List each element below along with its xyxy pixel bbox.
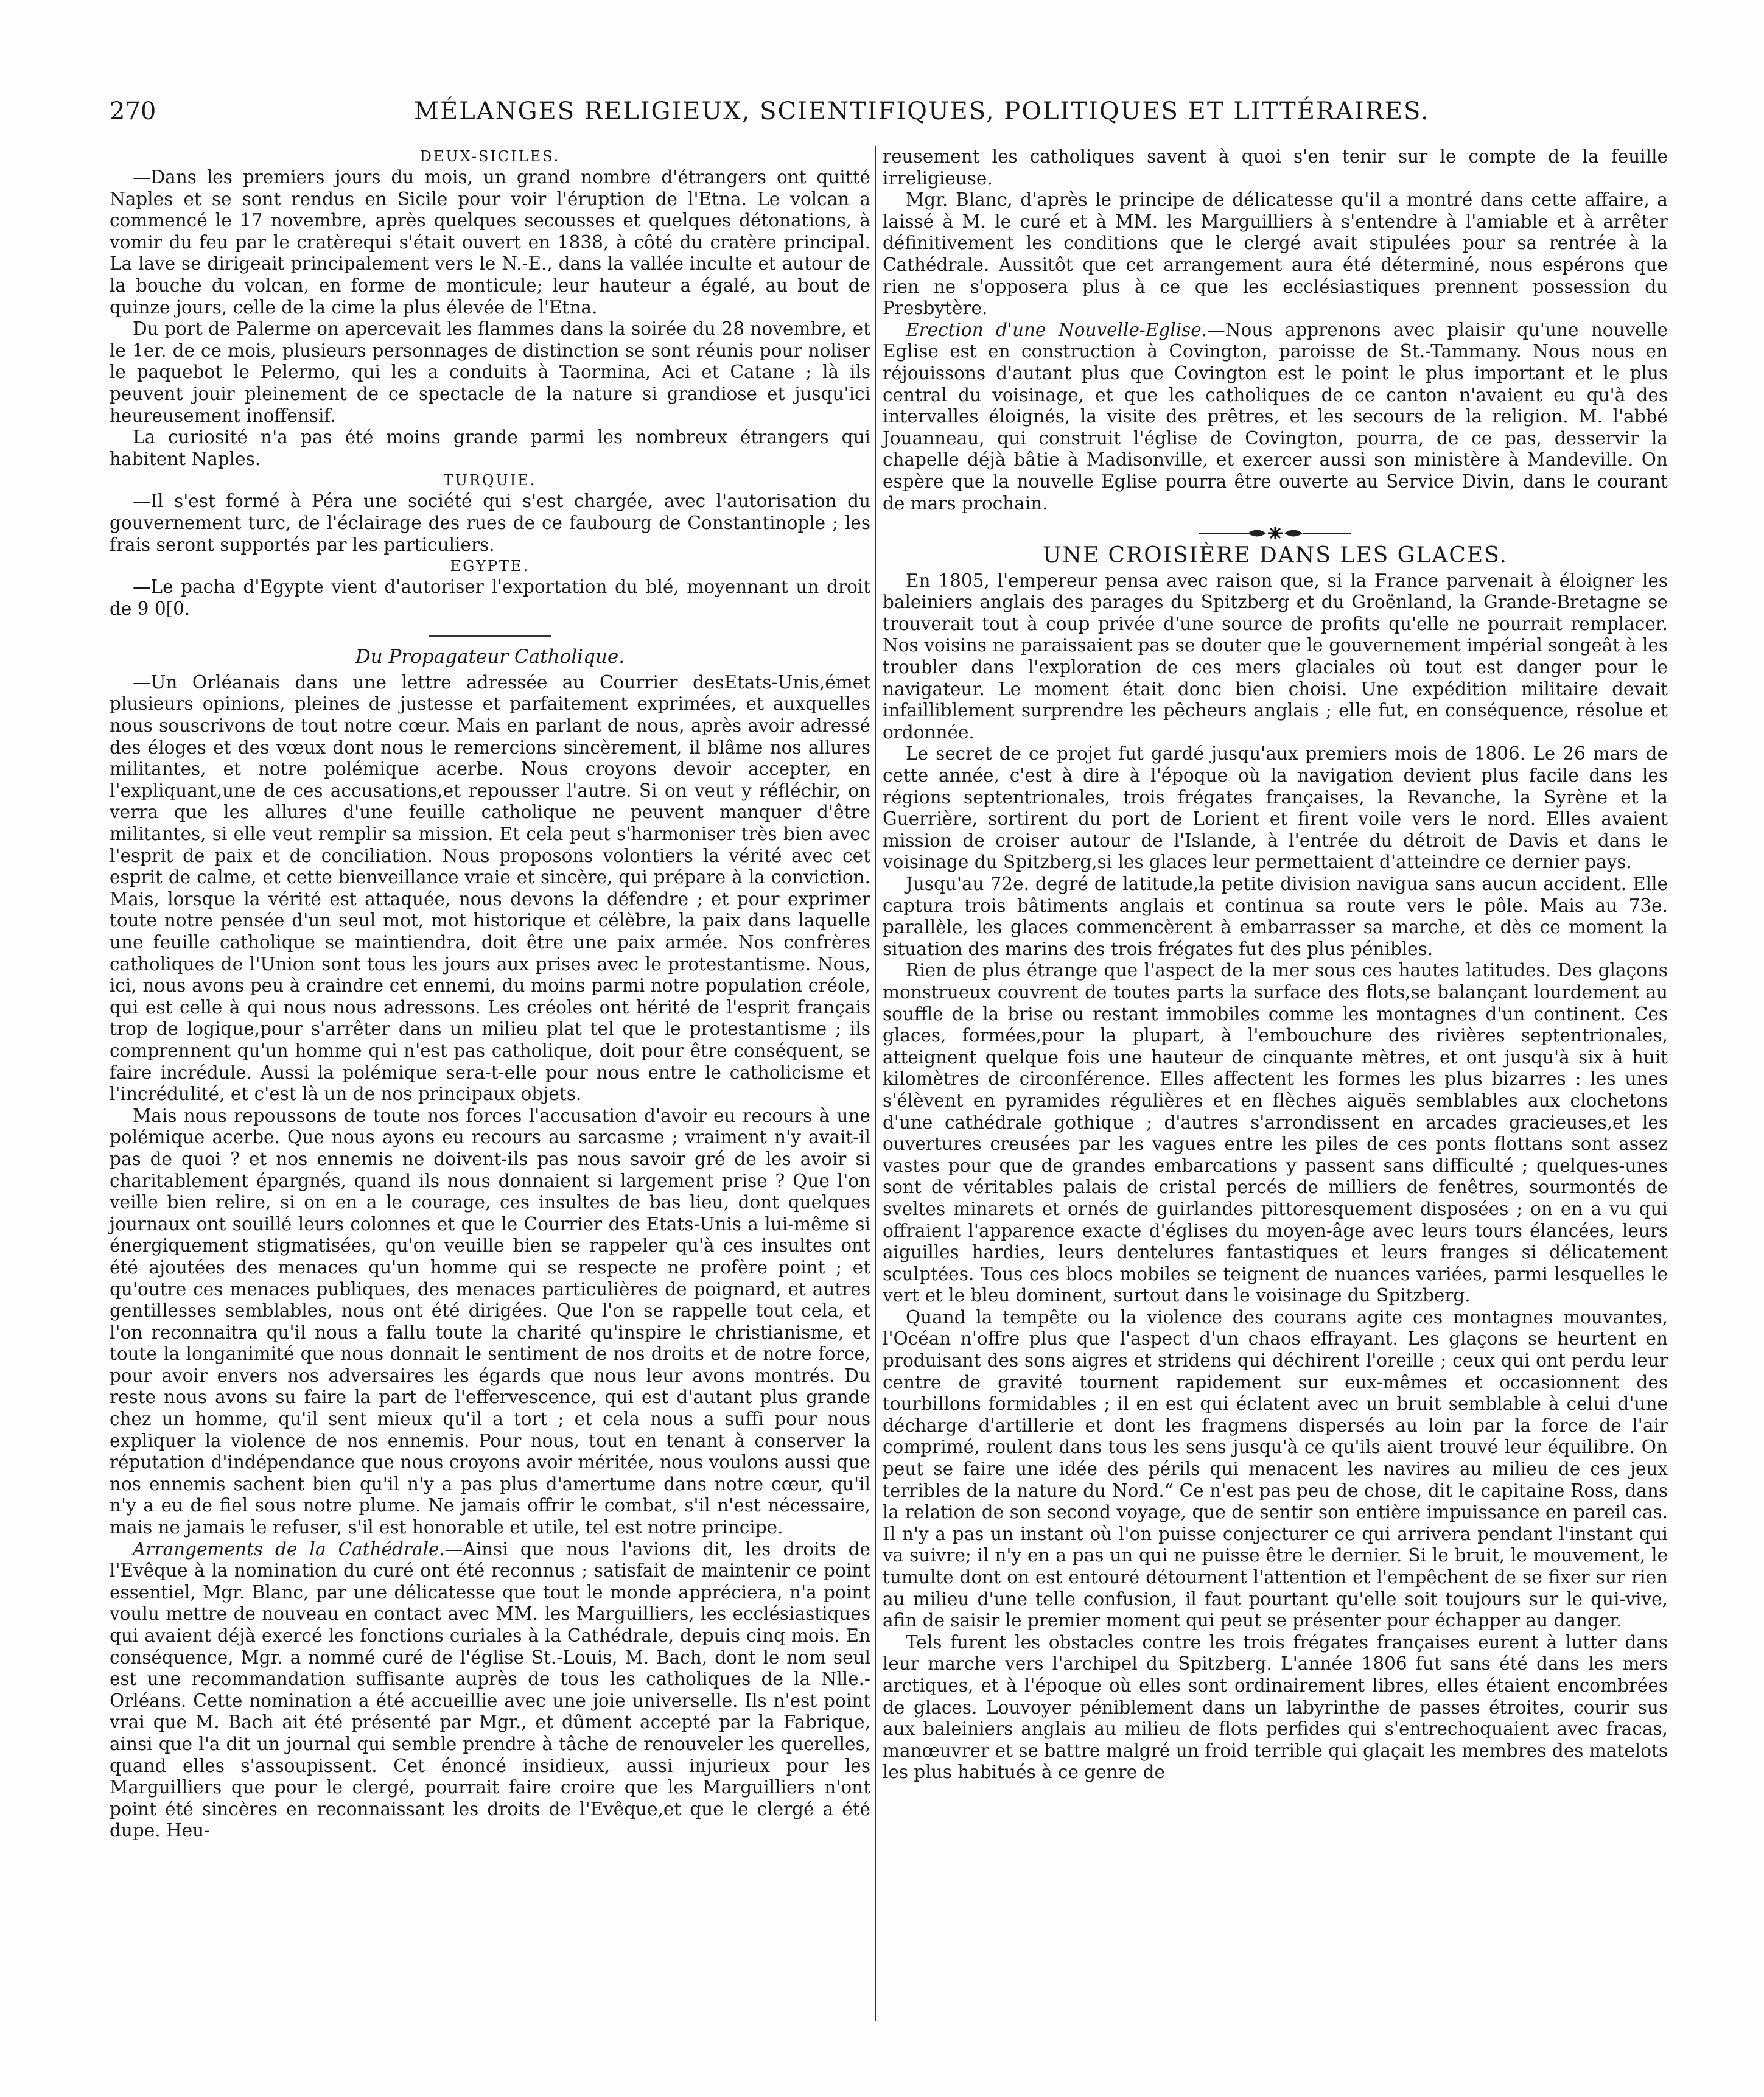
paragraph: La curiosité n'a pas été moins grande parmi les nombreux étrangers qui habitent Naples. (110, 427, 870, 469)
paragraph: —Il s'est formé à Péra une société qui s'est chargée, avec l'autorisation du gouvernement turc, de l'éclairage des rues de ce faubourg de Constantinople ; les frais seront supportés par les particuliers. (110, 491, 870, 555)
erection-text: —Nous apprenons avec plaisir qu'une nouvelle Eglise est en construction à Covington, paroisse de St.-Tammany. Nous nous en réjouissons d'autant plus que Covington est le point le plus important et le plus central du voisinage, et que les catholiques de ce canton n'avaient eu qu'à des intervalles éloignés, la visite des prêtres, et les secours de la religion. M. l'abbé Jouanneau, qui construit l'église de Covington, pourra, de ce pas, desservir la chapelle déjà bâtie à Madisonville, et exercer aussi son ministère à Mandeville. On espère que la nouvelle Eglise pourra être ouverte au Service Divin, dans le courant de mars prochain. (883, 319, 1668, 514)
paragraph: Mais nous repoussons de toute nos forces l'accusation d'avoir eu recours à une polémique acerbe. Que nous ayons eu recours au sarcasme ; vraiment n'y avait-il pas de quoi ? et nos ennemis ne doivent-ils pas nous savoir gré de les avoir si charitablement épargnés, quand ils nous donnaient si largement prise ? Que l'on veille bien relire, si on en a le courage, ces insultes de bas lieu, dont quelques journaux ont souillé leurs colonnes et que le Courrier des Etats-Unis a lui-même si énergiquement stigmatisées, qu'on veuille bien se rappeler qu'à ces insultes ont été ajoutées des menaces qu'un homme qui se respecte ne profère point ; et qu'outre ces menaces publiques, des menaces particulières de poignard, et autres gentillesses semblables, nous ont été dirigées. Que l'on se rappelle tout cela, et l'on reconnaitra qu'il nous a fallu toute la charité qu'inspire le christianisme, et toute la longanimité que nous donnait le sentiment de nos droits et de notre force, pour avoir envers nos adversaires les égards que nous leur avons montrés. Du reste nous avons su faire la part de l'effervescence, qui est d'autant plus grande chez un homme, qu'il sent mieux qu'il a tort ; et cela nous a suffi pour nous expliquer la violence de nos ennemis. Pour nous, tout en tenant à conserver la réputation d'indépendance que nous croyons avoir méritée, nous voulons aussi que nos ennemis sachent bien qu'il n'y a pas plus d'amertume dans notre cœur, qu'il n'y a eu de fiel sous notre plume. Ne jamais offrir le combat, s'il n'est nécessaire, mais ne jamais le refuser, s'il est honorable et utile, tel est notre principe. (110, 1105, 870, 1538)
page-header (110, 97, 1668, 134)
running-title: MÉLANGES RELIGIEUX, SCIENTIFIQUES, POLITIQUES ET LITTÉRAIRES. (414, 97, 1430, 125)
paragraph: Du port de Palerme on apercevait les flammes dans la soirée du 28 novembre, et le 1er. de ce mois, plusieurs personnages de distinction se sont réunis pour noliser le paquebot le Pelermo, qui les a conduits à Taormina, Aci et Catane ; là ils peuvent jouir pleinement de ce spectacle de la nature si grandiose et jusqu'ici heureusement inoffensif. (110, 318, 870, 426)
cathedrale-run-in: Arrangements de la Cathédrale. (133, 1538, 445, 1560)
left-column (110, 146, 870, 1842)
cathedrale-continuation: reusement les catholiques savent à quoi s'en tenir sur le compte de la feuille irreligieuse. (883, 146, 1668, 189)
erection-paragraph (883, 320, 1668, 514)
column-divider (875, 146, 876, 2021)
paragraph: En 1805, l'empereur pensa avec raison que, si la France parvenait à éloigner les baleiniers anglais des parages du Spitzberg et du Groënland, la Grande-Bretagne se trouverait tout à coup privée d'une source de profits qu'elle ne pourrait remplacer. Nos voisins ne paraissaient pas se douter que le gouvernement impérial songeât à les troubler dans l'exploration de ces mers glaciales où tout est danger pour le navigateur. Le moment était donc bien choisi. Une expédition militaire devait infailliblement surprendre les pêcheurs anglais ; elle fut, en conséquence, résolue et ordonnée. (883, 570, 1668, 743)
section-heading-egypte: EGYPTE. (450, 558, 530, 575)
page-number: 270 (110, 97, 156, 125)
section-rule (429, 635, 551, 637)
paragraph: Jusqu'au 72e. degré de latitude,la petite division navigua sans aucun accident. Elle captura trois bâtiments anglais et continua sa route vers le pôle. Mais au 73e. parallèle, les glaces commencèrent à embarrasser sa marche, et dès ce moment la situation des marins des trois frégates fut des plus pénibles. (883, 873, 1668, 959)
article-title: UNE CROISIÈRE DANS LES GLACES. (1042, 543, 1508, 569)
paragraph: —Un Orléanais dans une lettre adressée au Courrier desEtats-Unis,émet plusieurs opinions, pleines de justesse et parfaitement exprimées, et auxquelles nous souscrivons de tout notre cœur. Mais en parlant de nous, après avoir adressé des éloges et des vœux dont nous le remercions sincèrement, il blâme nos allures militantes, et notre polémique acerbe. Nous croyons devoir accepter, en l'expliquant,une de ces accusations,et repousser l'autre. Si on veut y réfléchir, on verra que les allures d'une feuille catholique ne peuvent manquer d'être militantes, si elle veut remplir sa mission. Et cela peut s'harmoniser très bien avec l'esprit de paix et de conciliation. Nous proposons volontiers la vérité avec cet esprit de calme, et cette bienveillance vraie et sincère, qui prépare à la conviction. Mais, lorsque la vérité est attaquée, nous devons la défendre ; et pour exprimer toute notre pensée d'un seul mot, mot historique et célèbre, la paix dans laquelle une feuille catholique se maintiendra, doit être une paix armée. Nos confrères catholiques de l'Union sont tous les jours aux prises avec le protestantisme. Nous, ici, nous avons peu à craindre cet ennemi, du moins parmi notre population créole, qui est celle à qui nous nous adressons. Les créoles ont hérité de l'esprit français trop de logique,pour s'arrêter dans un milieu plat tel que le protestantisme ; ils comprennent qu'un homme qui n'est pas catholique, doit pour être conséquent, se faire incrédule. Aussi la polémique sera-t-elle pour nous entre le catholicisme et l'incrédulité, et c'est là un de nos principaux objets. (110, 671, 870, 1105)
paragraph: Quand la tempête ou la violence des courans agite ces montagnes mouvantes, l'Océan n'offre plus que l'aspect d'un chaos effrayant. Les glaçons se heurtent en produisant des sons aigres et stridens qui déchirent l'oreille ; ceux qui ont perdu leur centre de gravité tournent rapidement sur eux-mêmes et occasionnent des tourbillons formidables ; il en est qui éclatent avec un bruit semblable à celui d'une décharge d'artillerie et dont les fragmens dispersés au loin par la force de l'air comprimé, roulent dans tous les sens jusqu'à ce qu'ils aient trouvé leur équilibre. On peut se faire une idée des périls qui menacent les navires au milieu de ces jeux terribles de la nature du Nord.“ Ce n'est pas peu de chose, dit le capitaine Ross, dans la relation de son second voyage, que de sentir son entière impuissance en pareil cas. Il n'y a pas un instant où l'on puisse conjecturer ce qui arrivera pendant l'instant qui va suivre; il n'y en a pas un qui ne puisse être le dernier. Si le bruit, le mouvement, le tumulte dont on est entouré détournent l'attention et l'empêchent de se fixer sur rien au milieu d'une telle confusion, il faut pourtant qu'elle soit toujours sur le qui-vive, afin de saisir le premier moment qui peut se présenter pour échapper au danger. (883, 1306, 1668, 1631)
paragraph: Mgr. Blanc, d'après le principe de délicatesse qu'il a montré dans cette affaire, a laissé à M. le curé et à MM. les Marguilliers à s'entendre à l'amiable et à arrêter définitivement les conditions que le clergé avait stipulées pour sa rentrée à la Cathédrale. Aussitôt que cet arrangement aura été déterminé, nous espérons que rien ne s'opposera plus à ce que les ecclésiastiques prennent possession du Presbytère. (883, 189, 1668, 319)
erection-run-in: Erection d'une Nouvelle-Eglise. (906, 319, 1208, 340)
section-heading-deux-siciles: DEUX-SICILES. (419, 148, 561, 165)
cathedrale-text: —Ainsi que nous l'avions dit, les droits de l'Evêque à la nomination du curé ont été reconnus ; satisfait de maintenir ce point essentiel, Mgr. Blanc, par une délicatesse que tout le monde appréciera, n'a point voulu mettre de nouveau en contact avec MM. les Marguilliers, les ecclésiastiques qui avaient déjà exercé les fonctions curiales à la Cathédrale, depuis cinq mois. En conséquence, Mgr. a nommé curé de l'église St.-Louis, M. Bach, dont le nom seul est une recommandation suffisante auprès de tous les catholiques de la Nlle.-Orléans. Cette nomination a été accueillie avec une joie universelle. Ils n'est point vrai que M. Bach ait été présenté par Mgr., et dûment accepté par la Fabrique, ainsi que l'a dit un journal qui semble prendre à tâche de renouveler les querelles, quand elles s'assoupissent. Cet énoncé insidieux, aussi injurieux pour les Marguilliers que pour le clergé, pourrait faire croire que les Marguilliers n'ont point été sincères en reconnaissant les droits de l'Evêque,et que le clergé a été dupe. Heu- (110, 1538, 870, 1841)
cathedrale-paragraph (110, 1539, 870, 1842)
paragraph: Tels furent les obstacles contre les trois frégates françaises eurent à lutter dans leur marche vers l'archipel du Spitzberg. L'année 1806 fut sans été dans les mers arctiques, et à l'époque où elles sont ordinairement libres, elles étaient encombrées de glaces. Louvoyer péniblement dans un labyrinthe de passes étroites, courir sus aux baleiniers anglais au milieu de flots perfides qui s'entrechoquaient avec fracas, manœuvrer et se battre malgré un froid terrible qui glaçait les membres des matelots les plus habitués à ce genre de (883, 1631, 1668, 1783)
propagateur-title: Du Propagateur Catholique. (355, 646, 625, 668)
paragraph: —Dans les premiers jours du mois, un grand nombre d'étrangers ont quitté Naples et se sont rendus en Sicile pour voir l'éruption de l'Etna. Le volcan a commencé le 17 novembre, après quelques secousses et quelques détonations, à vomir du feu par le cratèrequi s'était ouvert en 1838, à côté du cratère principal. La lave se dirigeait principalement vers le N.-E., dans la vallée inculte et autour de la bouche du volcan, en forme de monticule; leur hauteur a égalé, au bout de quinze jours, celle de la cime la plus élevée de l'Etna. (110, 167, 870, 318)
paragraph: Rien de plus étrange que l'aspect de la mer sous ces hautes latitudes. Des glaçons monstrueux couvrent de toutes parts la surface des flots,se balançant lourdement au souffle de la brise ou restant immobiles comme les montagnes d'un continent. Ces glaces, formées,pour la plupart, à l'embouchure des rivières septentrionales, atteignent quelque fois une hauteur de cinquante mètres, et ont jusqu'à six à huit kilomètres de circonférence. Elles affectent les formes les plus bizarres : les unes s'élèvent en pyramides régulières et en flèches aiguës semblables aux clochetons d'une cathédrale gothique ; d'autres s'arrondissent en arcades gracieuses,et les ouvertures creusées par les vagues entre les piles de ces ponts flottans sont assez vastes pour que de grandes embarcations y passent sans difficulté ; quelques-unes sont de véritables palais de cristal percés de milliers de fenêtres, sourmontés de sveltes minarets et ornés de guirlandes pittoresquement disposées ; on en a vu qui offraient l'apparence exacte d'églises du moyen-âge avec leurs tours élancées, leurs aiguilles hardies, leurs dentelures fantastiques et leurs franges si délicatement sculptées. Tous ces blocs mobiles se teignent de nuances variées, parmi lesquelles le vert et le bleu dominent, surtout dans le voisinage du Spitzberg. (883, 960, 1668, 1306)
section-heading-turquie: TURQUIE. (443, 472, 537, 489)
paragraph: Le secret de ce projet fut gardé jusqu'aux premiers mois de 1806. Le 26 mars de cette année, c'est à dire à l'époque où la navigation devient plus facile dans les régions septentrionales, trois frégates françaises, la Revanche, la Syrène et la Guerrière, sortirent du port de Lorient et firent voile vers le nord. Elles avaient mission de croiser autour de l'Islande, à l'entrée du détroit de Davis et dans le voisinage du Spitzberg,si les glaces leur permettaient d'atteindre ce dernier pays. (883, 743, 1668, 873)
paragraph: —Le pacha d'Egypte vient d'autoriser l'exportation du blé, moyennant un droit de 9 0[0. (110, 576, 870, 619)
ornament-divider (883, 523, 1668, 541)
right-column (883, 146, 1668, 1784)
